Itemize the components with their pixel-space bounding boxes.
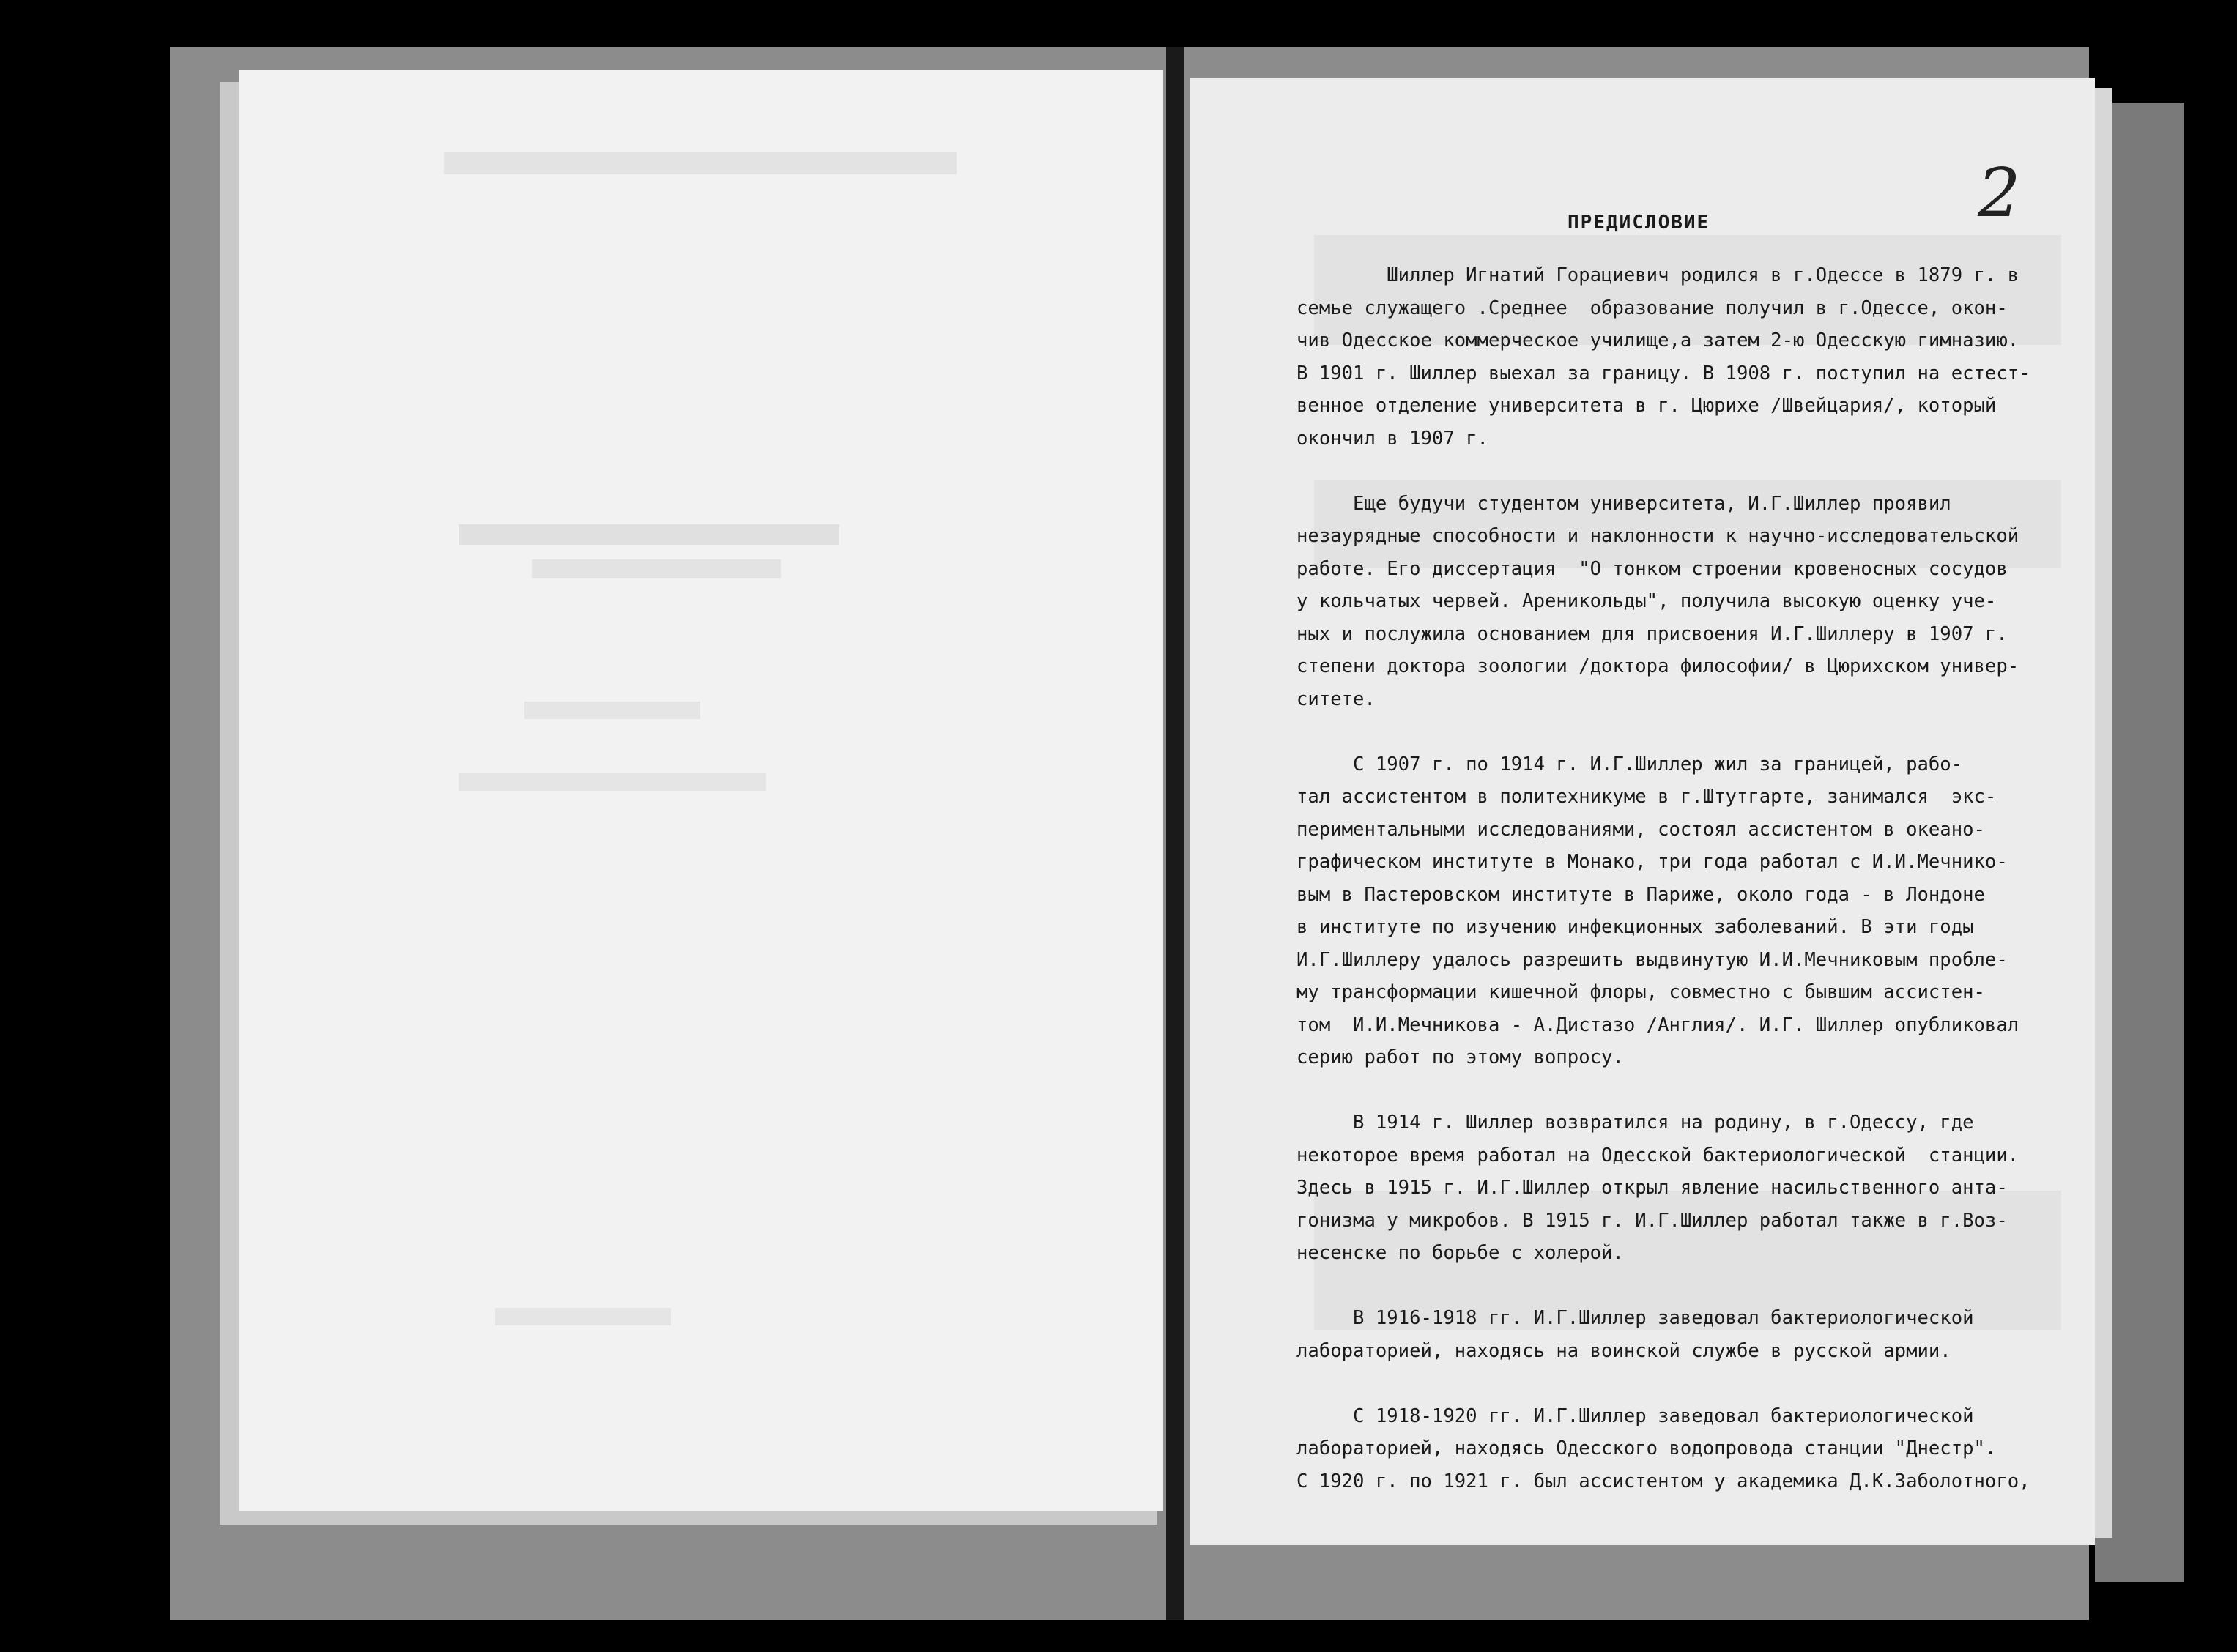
text-line: венное отделение университета в г. Цюрихе /Швейцария/, который <box>1296 395 1997 417</box>
text-line: ситете. <box>1296 688 1376 710</box>
text-line: С 1920 г. по 1921 г. был ассистентом у академика Д.К.Заболотного, <box>1296 1470 2030 1492</box>
text-line: лабораторией, находясь на воинской службе в русской армии. <box>1296 1339 1951 1362</box>
text-line: чив Одесское коммерческое училище,а затем 2-ю Одесскую гимназию. <box>1296 330 2019 351</box>
text-line: Еще будучи студентом университета, И.Г.Шиллер проявил <box>1296 492 1951 515</box>
text-line: семье служащего .Среднее образование получил в г.Одессе, окон- <box>1296 297 2008 319</box>
text-line: гонизма у микробов. В 1915 г. И.Г.Шиллер работал также в г.Воз- <box>1296 1209 2008 1232</box>
bleed-through-text <box>495 1308 671 1325</box>
text-line: у кольчатых червей. Ареникольды", получила высокую оценку уче- <box>1296 590 1997 612</box>
text-line: том И.И.Мечникова - А.Дистазо /Англия/. И.Г. Шиллер опубликовал <box>1296 1013 2019 1036</box>
text-line: незаурядные способности и наклонности к научно-исследовательской <box>1296 525 2019 547</box>
page-title: ПРЕДИСЛОВИЕ <box>1568 212 1710 234</box>
text-line: В 1901 г. Шиллер выехал за границу. В 1908 г. поступил на естест- <box>1296 362 2030 384</box>
left-page <box>239 70 1163 1511</box>
handwritten-page-number: 2 <box>1978 154 2021 232</box>
text-line: несенске по борьбе с холерой. <box>1296 1242 1624 1264</box>
text-line: И.Г.Шиллеру удалось разрешить выдвинутую И.И.Мечниковым пробле- <box>1296 948 2008 971</box>
text-line: В 1914 г. Шиллер возвратился на родину, в г.Одессу, где <box>1296 1112 1974 1134</box>
text-line: в институте по изучению инфекционных заболеваний. В эти годы <box>1296 916 1974 938</box>
text-line: серию работ по этому вопросу. <box>1296 1046 1624 1068</box>
text-line: работе. Его диссертация "О тонком строении кровеносных сосудов <box>1296 557 2008 580</box>
text-line: ных и послужила основанием для присвоения И.Г.Шиллеру в 1907 г. <box>1296 622 2008 645</box>
text-line: окончил в 1907 г. <box>1296 427 1488 450</box>
text-line <box>1296 1074 2030 1107</box>
text-line: лабораторией, находясь Одесского водопровода станции "Днестр". <box>1296 1437 1997 1459</box>
bleed-through-text <box>524 702 700 719</box>
text-line: му трансформации кишечной флоры, совместно с бывшим ассистен- <box>1296 981 1985 1003</box>
text-line: графическом институте в Монако, три года работал с И.И.Мечнико- <box>1296 851 2008 873</box>
text-line <box>1296 455 2030 488</box>
text-line: С 1918-1920 гг. И.Г.Шиллер заведовал бактериологической <box>1296 1404 1974 1427</box>
document-body <box>1296 259 2030 1497</box>
bleed-through-text <box>459 773 766 791</box>
bleed-through-text <box>459 524 839 545</box>
text-line: Шиллер Игнатий Горациевич родился в г.Одессе в 1879 г. в <box>1296 264 2019 286</box>
text-line: некоторое время работал на Одесской бактериологической станции. <box>1296 1144 2019 1167</box>
text-line: В 1916-1918 гг. И.Г.Шиллер заведовал бактериологической <box>1296 1307 1974 1329</box>
book-spine <box>1166 47 1184 1620</box>
text-line: периментальными исследованиями, состоял ассистентом в океано- <box>1296 818 1985 841</box>
text-line: степени доктора зоологии /доктора философии/ в Цюрихском универ- <box>1296 655 2019 677</box>
text-line: вым в Пастеровском институте в Париже, около года - в Лондоне <box>1296 883 1985 906</box>
document-text <box>1296 190 2110 1492</box>
text-line <box>1296 715 2030 748</box>
bleed-through-text <box>444 152 957 174</box>
text-line <box>1296 1367 2030 1400</box>
text-line: тал ассистентом в политехникуме в г.Штутгарте, занимался экс- <box>1296 786 1997 808</box>
text-line <box>1296 1270 2030 1303</box>
text-line: С 1907 г. по 1914 г. И.Г.Шиллер жил за границей, рабо- <box>1296 753 1963 775</box>
bleed-through-text <box>532 559 781 578</box>
text-line: Здесь в 1915 г. И.Г.Шиллер открыл явление насильственного анта- <box>1296 1177 2008 1199</box>
